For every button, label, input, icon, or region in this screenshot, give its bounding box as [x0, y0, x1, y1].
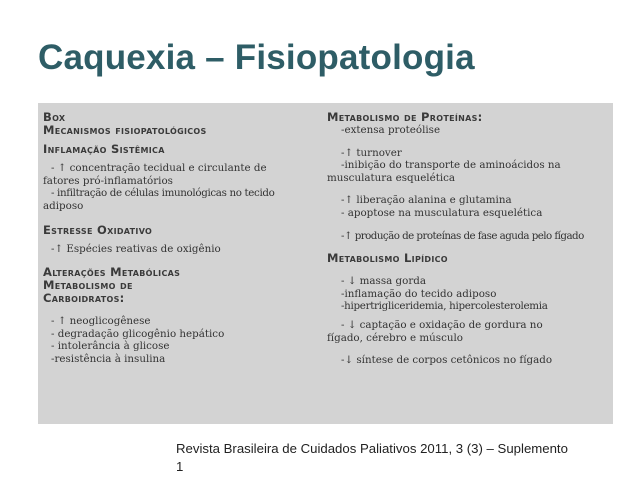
list-item: -extensa proteólise	[341, 124, 441, 136]
list-item: - ↓ captação e oxidação de gordura no	[341, 318, 543, 331]
list-item: - degradação glicogênio hepático	[51, 327, 225, 340]
box-heading: Box	[43, 110, 66, 124]
list-item: -↑ liberação alanina e glutamina	[341, 194, 512, 207]
list-item: - apoptose na musculatura esquelética	[341, 206, 543, 219]
list-item: - intolerância à glicose	[51, 340, 170, 353]
list-item: musculatura esquelética	[327, 171, 456, 184]
section-heading-metabolismo: Metabolismo de	[43, 277, 133, 292]
section-heading-alteracoes: Alterações Metabólicas	[43, 264, 181, 279]
box-subheading: Mecanismos fisiopatológicos	[43, 123, 207, 137]
list-item: fatores pró-inflamatórios	[43, 174, 173, 187]
list-item: -inflamação do tecido adiposo	[341, 287, 497, 300]
list-item: - infiltração de células imunológicas no tecido	[51, 187, 275, 200]
list-item: -↑ turnover	[341, 146, 402, 159]
list-item: - ↑ neoglicogênese	[51, 314, 151, 327]
citation-line: Revista Brasileira de Cuidados Paliativos 2011, 3 (3) – Suplemento	[176, 441, 568, 456]
list-item: - ↑ concentração tecidual e circulante de	[51, 162, 267, 174]
slide-title: Caquexia – Fisiopatologia	[38, 38, 475, 77]
citation	[176, 440, 616, 476]
list-item: -↓ síntese de corpos cetônicos no fígado	[341, 354, 553, 367]
section-heading-inflamacao: Inflamação Sistêmica	[43, 142, 165, 156]
list-item: -inibição do transporte de aminoácidos na	[341, 159, 561, 172]
left-column	[43, 111, 311, 365]
section-heading-estresse: Estresse Oxidativo	[43, 223, 153, 238]
list-item: -hipertrigliceridemia, hipercolesterolemia	[341, 300, 548, 313]
section-heading-lipidico: Metabolismo Lipídico	[327, 251, 448, 266]
right-column	[327, 111, 609, 367]
section-heading-carboidratos: Carboidratos:	[43, 290, 125, 305]
citation-line: 1	[176, 459, 184, 474]
list-item: - ↓ massa gorda	[341, 275, 426, 288]
mechanisms-box	[38, 103, 613, 424]
list-item: adiposo	[43, 199, 84, 212]
list-item: fígado, cérebro e músculo	[327, 331, 463, 344]
list-item: -↑ Espécies reativas de oxigênio	[51, 243, 221, 256]
section-heading-proteinas: Metabolismo de Proteínas:	[327, 110, 483, 124]
list-item: -resistência à insulina	[51, 352, 166, 365]
list-item: -↑ produção de proteínas de fase aguda pelo fígado	[341, 229, 584, 242]
